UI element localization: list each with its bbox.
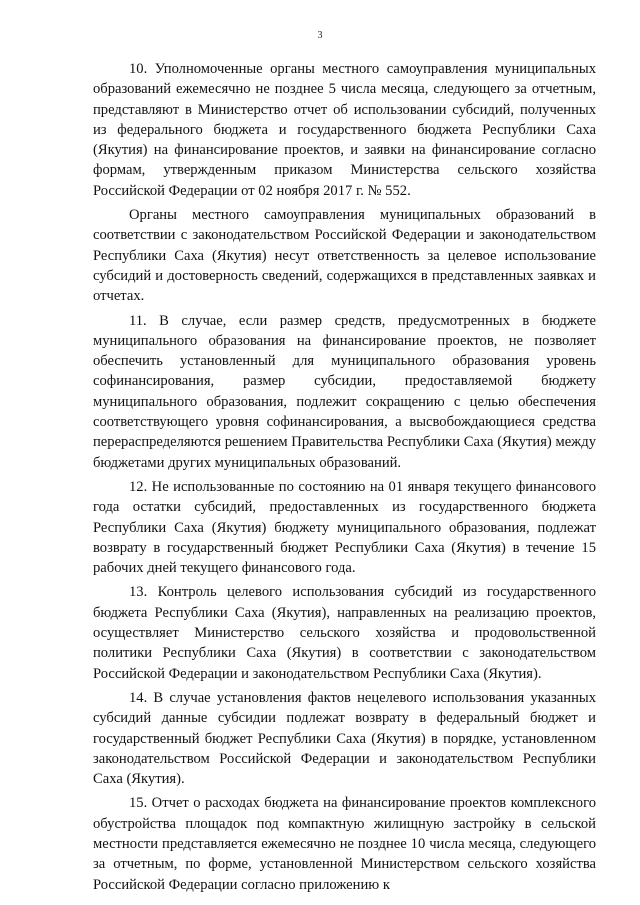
paragraph-13: 13. Контроль целевого использования субсидий из государственного бюджета Республики Саха (Якутия), направленных на реализацию проектов, осуществляет Министерство сельского хозяйства и продовольственной политики Республики Саха (Якутия) в соответствии с законодательством Российской Федерации и законодательством Республики Саха (Якутия). <box>93 584 596 682</box>
page-number: 3 <box>317 30 323 41</box>
paragraph-15: 15. Отчет о расходах бюджета на финансирование проектов комплексного обустройства площадок под компактную жилищную застройку в сельской местности представляется ежемесячно не позднее 10 числа месяца, следующего за отчетным, по форме, установленной Министерством сельского хозяйства Российской Федерации согласно приложению к <box>93 795 596 893</box>
paragraph-12: 12. Не использованные по состоянию на 01 января текущего финансового года остатки субсидий, предоставленных из государственного бюджета Республики Саха (Якутия) бюджету муниципального образования, подлежат возврату в государственный бюджет Республики Саха (Якутия) в течение 15 рабочих дней текущего финансового года. <box>93 478 596 577</box>
paragraph-10: 10. Уполномоченные органы местного самоуправления муниципальных образований ежемесячно не позднее 5 числа месяца, следующего за отчетным, представляют в Министерство отчет об использовании субсидий, полученных из федерального бюджета и государственного бюджета Республики Саха (Якутия) на финансирование проектов, и заявки на финансирование согласно формам, утвержденным приказом Министерства сельского хозяйства Российской Федерации от 02 ноября 2017 г. № 552. <box>93 61 596 199</box>
paragraph-14: 14. В случае установления фактов нецелевого использования указанных субсидий данные субсидии подлежат возврату в федеральный бюджет и государственный бюджет Республики Саха (Якутия) в порядке, установленном законодательством Российской Федерации и законодательством Республики Саха (Якутия). <box>93 689 596 788</box>
document-body <box>93 59 596 895</box>
paragraph-11: 11. В случае, если размер средств, предусмотренных в бюджете муниципального образования на финансирование проектов, не позволяет обеспечить установленный для муниципального образования уровень софинансирования, размер субсидии, предоставляемой бюджету муниципального образования, подлежит сокращению с целью обеспечения соответствующего уровня софинансирования, а высвобождающиеся средства перераспределяются решением Правительства Республики Саха (Якутия) между бюджетами других муниципальных образований. <box>93 312 596 471</box>
paragraph-10-responsibility: Органы местного самоуправления муниципальных образований в соответствии с законодательством Российской Федерации и законодательством Республики Саха (Якутия) несут ответственность за целевое использование субсидий и достоверность сведений, содержащихся в представленных заявках и отчетах. <box>93 207 596 305</box>
